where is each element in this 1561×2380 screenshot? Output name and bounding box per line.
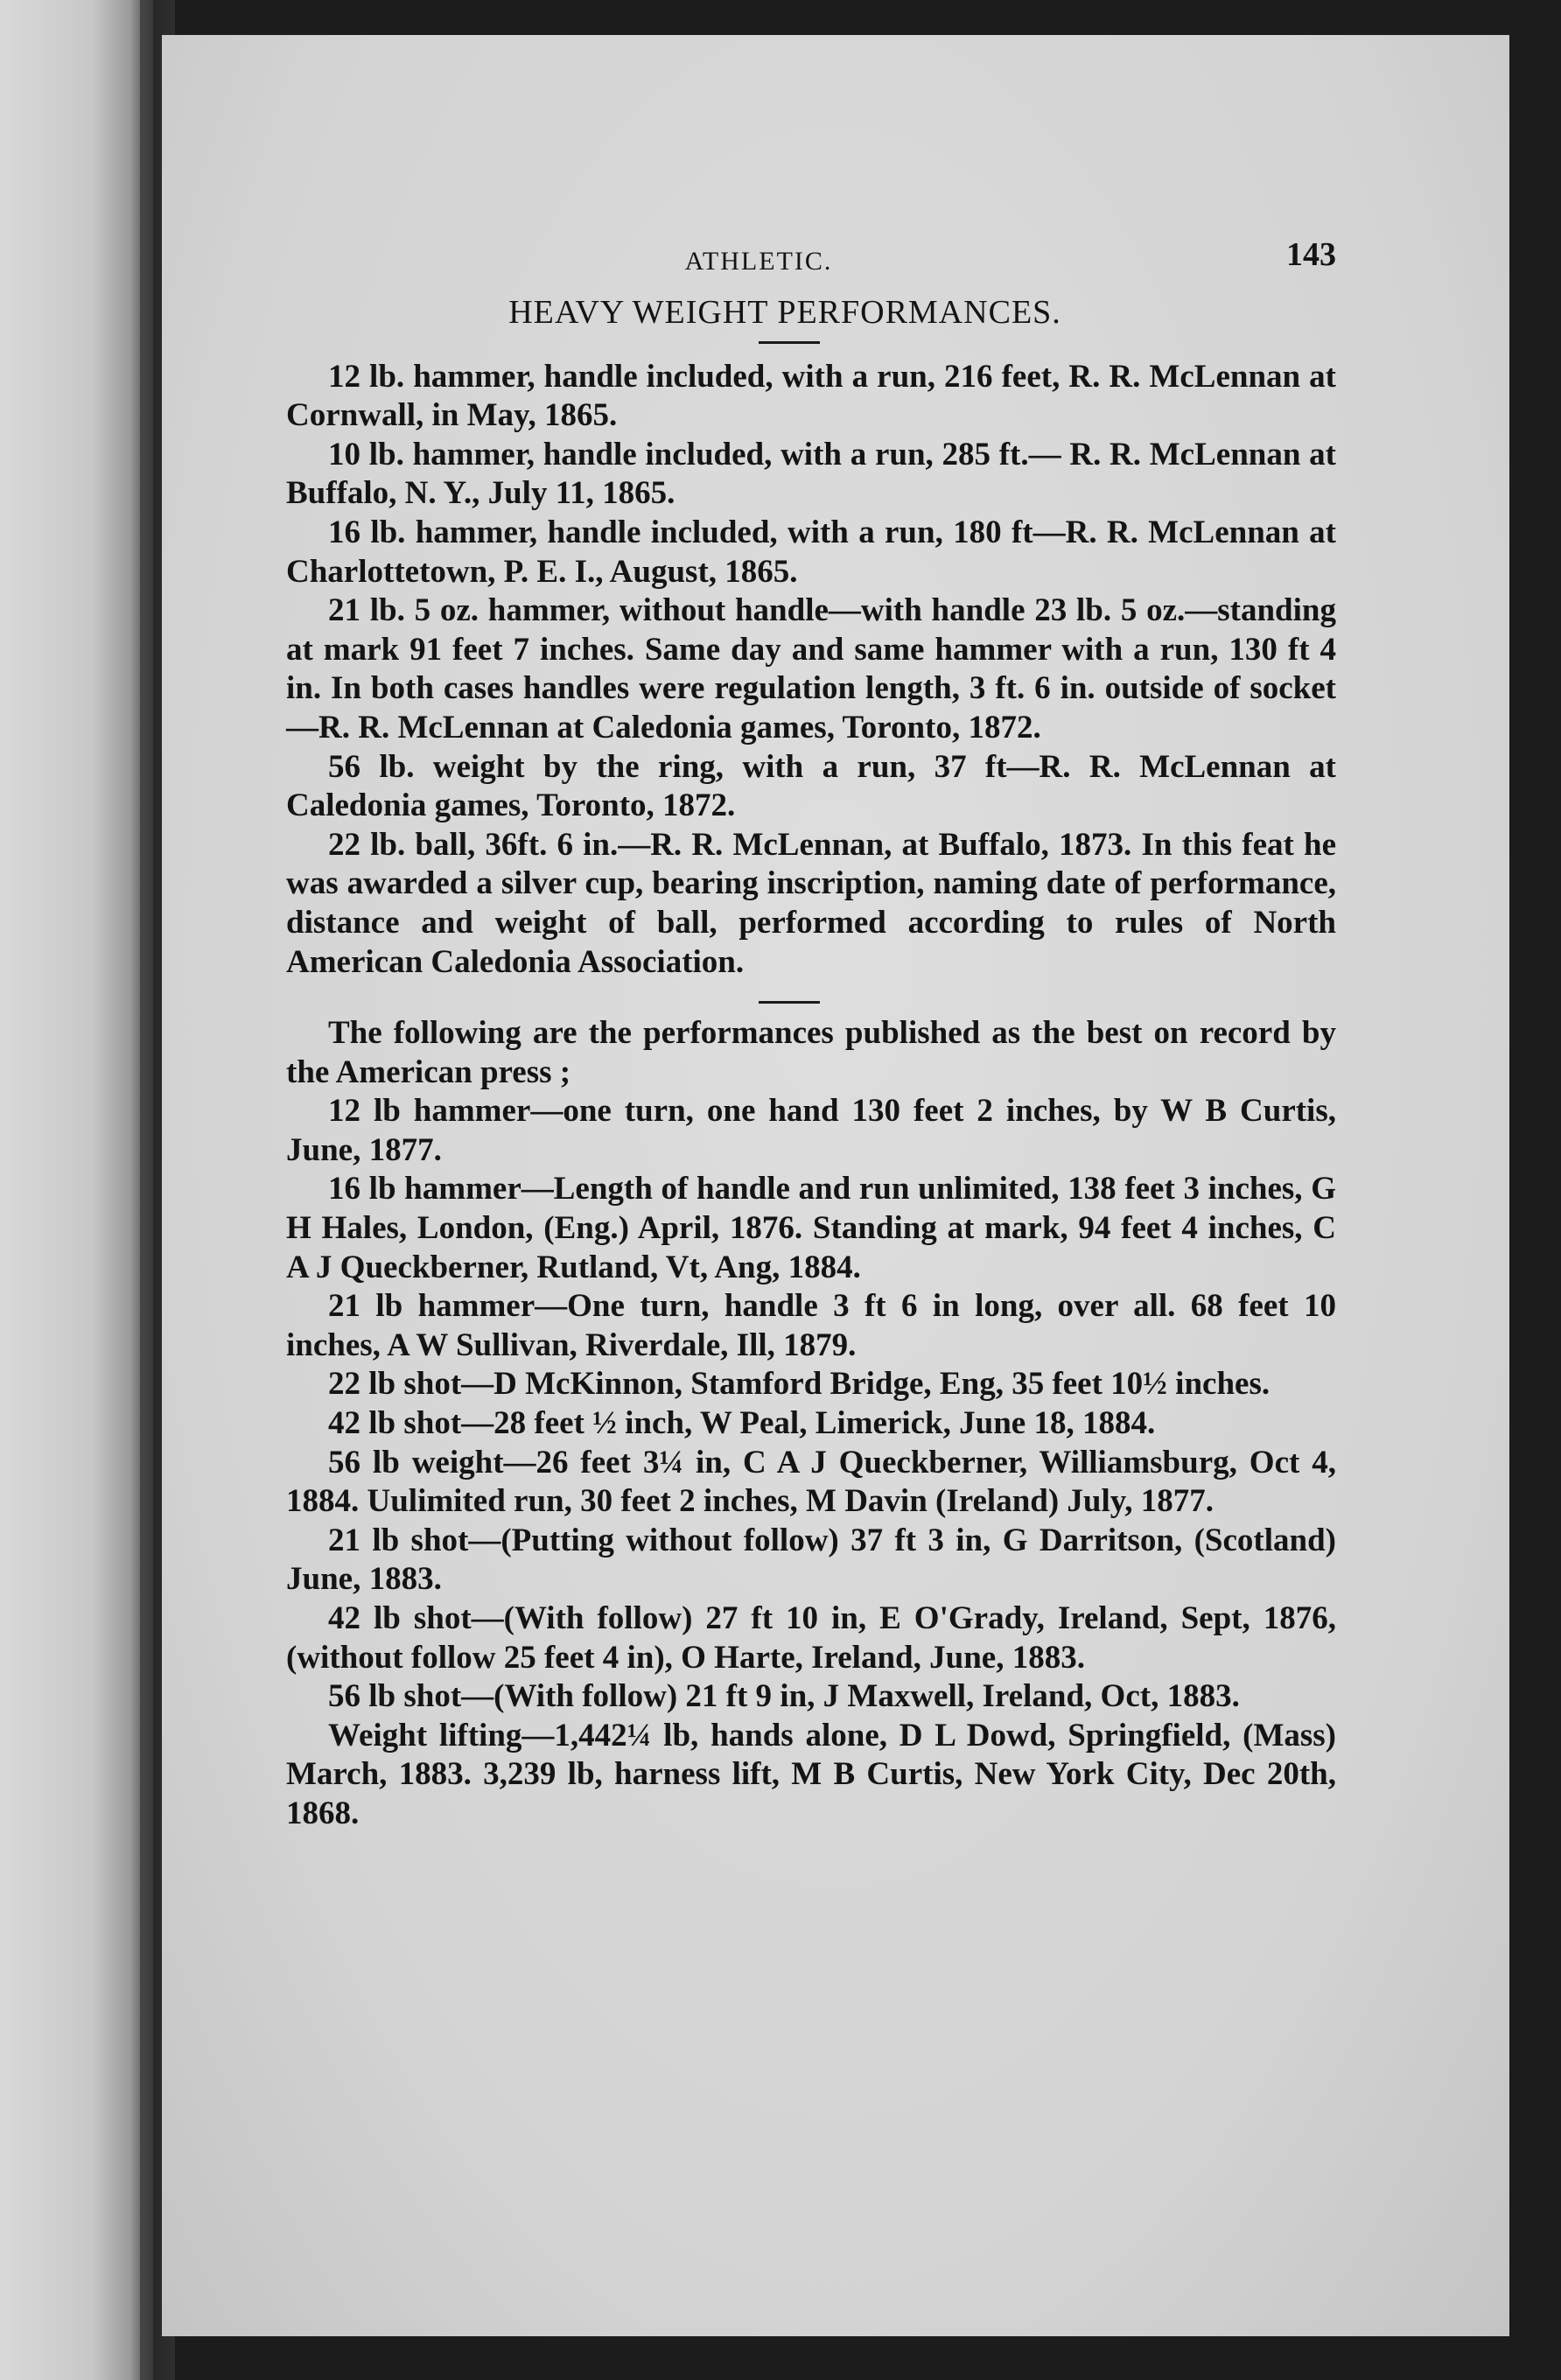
facing-page-edge (0, 0, 153, 2380)
record-entry: 42 lb shot—28 feet ½ inch, W Peal, Limerick, June 18, 1884. (328, 1405, 1156, 1442)
section-rule (759, 1001, 820, 1004)
press-intro: The following are the performances published as the best on record by the American press ; (286, 1015, 1336, 1090)
record-entry: 56 lb. weight by the ring, with a run, 37 ft—R. R. McLennan at Caledonia games, Toronto, 1872. (286, 748, 1336, 824)
record-entry: 42 lb shot—(With follow) 27 ft 10 in, E O'Grady, Ireland, Sept, 1876, (without follow 25 feet 4 in), O Harte, Ireland, June, 1883. (286, 1600, 1336, 1676)
record-entry: 56 lb shot—(With follow) 21 ft 9 in, J Maxwell, Ireland, Oct, 1883. (328, 1678, 1240, 1715)
record-entry: 12 lb hammer—one turn, one hand 130 feet 2 inches, by W B Curtis, June, 1877. (286, 1093, 1336, 1168)
record-entry: 56 lb weight—26 feet 3¼ in, C A J Queckberner, Williamsburg, Oct 4, 1884. Uulimited run, 30 feet 2 inches, M Davin (Ireland) July, 1877. (286, 1444, 1336, 1520)
title-rule (759, 341, 820, 344)
record-entry: 10 lb. hammer, handle included, with a run, 285 ft.— R. R. McLennan at Buffalo, N. Y., July 11, 1865. (286, 436, 1336, 512)
record-entry: 21 lb shot—(Putting without follow) 37 ft 3 in, G Darritson, (Scotland) June, 1883. (286, 1522, 1336, 1598)
record-entry: 22 lb. ball, 36ft. 6 in.—R. R. McLennan, at Buffalo, 1873. In this feat he was awarded a silver cup, bearing inscription, naming date of performance, distance and weight of ball, performed according to rules of North American Caledonia Association. (286, 826, 1336, 980)
section-title: HEAVY WEIGHT PERFORMANCES. (508, 294, 1061, 331)
running-head-title: ATHLETIC. (684, 247, 833, 276)
record-entry: 21 lb hammer—One turn, handle 3 ft 6 in long, over all. 68 feet 10 inches, A W Sullivan, Riverdale, Ill, 1879. (286, 1288, 1336, 1363)
record-entry: 21 lb. 5 oz. hammer, without handle—with handle 23 lb. 5 oz.—standing at mark 91 feet 7 inches. Same day and same hammer with a run, 130 ft 4 in. In both cases handles were regulation length, 3 ft. 6 in. outside of socket—R. R. McLennan at Caledonia games, Toronto, 1872. (286, 592, 1336, 746)
record-entry: 22 lb shot—D McKinnon, Stamford Bridge, Eng, 35 feet 10½ inches. (328, 1366, 1270, 1403)
record-entry: 16 lb. hammer, handle included, with a run, 180 ft—R. R. McLennan at Charlottetown, P. E. I., August, 1865. (286, 514, 1336, 590)
record-entry: 12 lb. hammer, handle included, with a run, 216 feet, R. R. McLennan at Cornwall, in May, 1865. (286, 358, 1336, 434)
record-entry: 16 lb hammer—Length of handle and run unlimited, 138 feet 3 inches, G H Hales, London, (Eng.) April, 1876. Standing at mark, 94 feet 4 inches, C A J Queckberner, Rutland, Vt, Ang, 1884. (286, 1171, 1336, 1285)
page-text (286, 223, 1336, 1834)
record-entry: Weight lifting—1,442¼ lb, hands alone, D L Dowd, Springfield, (Mass) March, 1883. 3,239 lb, harness lift, M B Curtis, New York City, Dec 20th, 1868. (286, 1717, 1336, 1831)
page-number: 143 (1286, 236, 1336, 273)
running-head (286, 223, 1336, 279)
